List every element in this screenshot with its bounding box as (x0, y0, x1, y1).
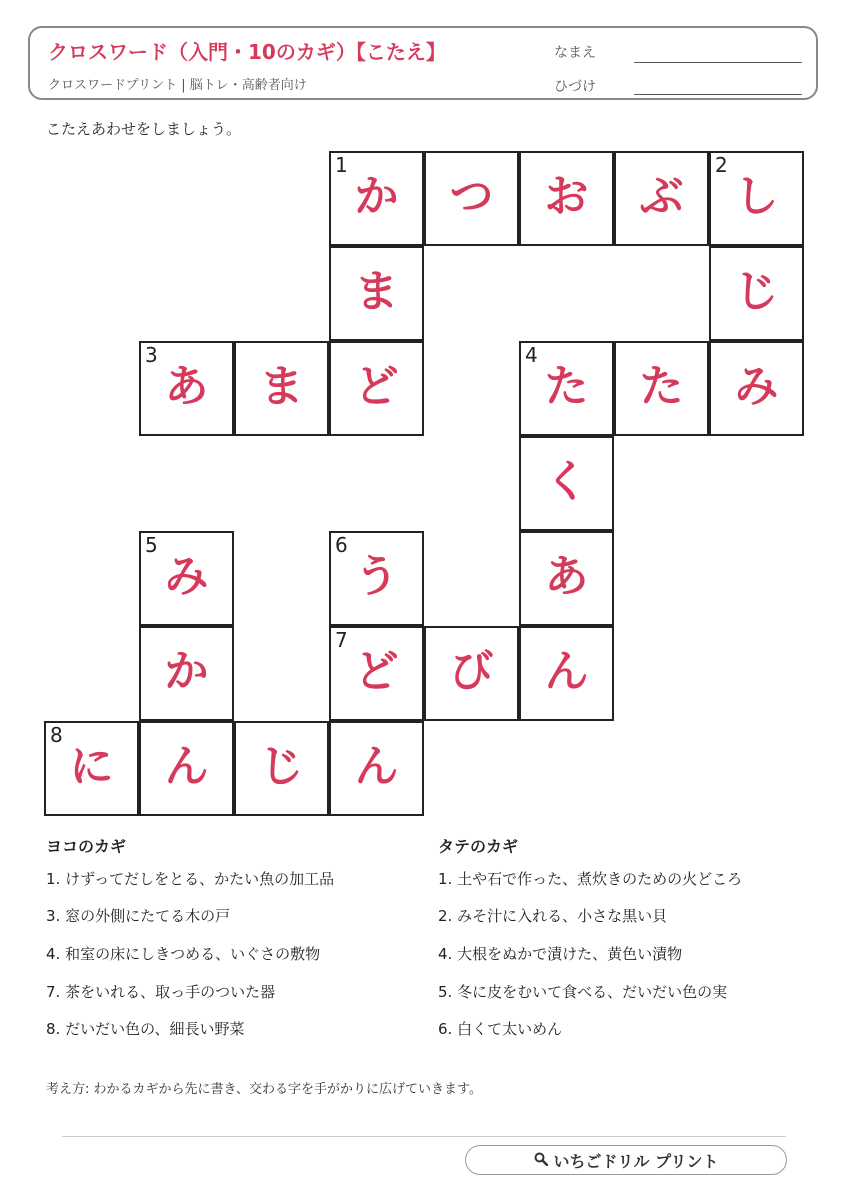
clue-number: 5 (145, 533, 158, 557)
brand-link[interactable] (465, 1145, 787, 1175)
down-clue: 1. 土や石で作った、煮炊きのための火どころ (438, 870, 743, 888)
grid-cell[interactable] (519, 531, 614, 626)
grid-cell[interactable] (329, 531, 424, 626)
answer-char: あ (544, 551, 589, 602)
answer-char: じ (734, 266, 779, 317)
across-clue: 8. だいだい色の、細長い野菜 (46, 1020, 245, 1038)
grid-cell[interactable] (519, 626, 614, 721)
answer-char: ま (259, 361, 304, 412)
answer-char: あ (164, 361, 209, 412)
page-subtitle: クロスワードプリント | 脳トレ・高齢者向け (48, 78, 307, 93)
grid-cell[interactable] (709, 151, 804, 246)
name-field[interactable] (634, 62, 802, 63)
answer-char: び (449, 646, 494, 697)
across-clue: 1. けずってだしをとる、かたい魚の加工品 (46, 870, 335, 888)
grid-cell[interactable] (139, 626, 234, 721)
name-label: なまえ (554, 45, 596, 61)
across-clue: 3. 窓の外側にたてる木の戸 (46, 907, 231, 925)
clue-number: 6 (335, 533, 348, 557)
down-clue: 2. みそ汁に入れる、小さな黒い貝 (438, 907, 668, 925)
grid-cell[interactable] (329, 151, 424, 246)
answer-char: み (164, 551, 209, 602)
down-clue: 6. 白くて太いめん (438, 1020, 563, 1038)
clue-number: 2 (715, 153, 728, 177)
date-field[interactable] (634, 94, 802, 95)
grid-cell[interactable] (139, 341, 234, 436)
grid-cell[interactable] (519, 436, 614, 531)
down-clue: 5. 冬に皮をむいて食べる、だいだい色の実 (438, 983, 728, 1001)
footer-divider (62, 1136, 786, 1137)
grid-cell[interactable] (329, 721, 424, 816)
clue-number: 3 (145, 343, 158, 367)
across-clues-title: ヨコのカギ (46, 837, 127, 856)
answer-char: た (639, 361, 684, 412)
grid-cell[interactable] (709, 246, 804, 341)
clue-number: 4 (525, 343, 538, 367)
grid-cell[interactable] (234, 721, 329, 816)
grid-cell[interactable] (234, 341, 329, 436)
grid-cell[interactable] (329, 341, 424, 436)
answer-char: み (734, 361, 779, 412)
grid-cell[interactable] (139, 721, 234, 816)
answer-char: つ (449, 171, 494, 222)
answer-char: う (354, 551, 399, 602)
clue-number: 8 (50, 723, 63, 747)
answer-char: ぶ (639, 171, 684, 222)
search-icon (534, 1151, 548, 1170)
answer-char: く (544, 456, 589, 507)
grid-cell[interactable] (139, 531, 234, 626)
answer-char: ま (354, 266, 399, 317)
answer-char: ん (354, 741, 399, 792)
grid-cell[interactable] (424, 626, 519, 721)
answer-char: じ (259, 741, 304, 792)
answer-char: ん (164, 741, 209, 792)
across-clue: 7. 茶をいれる、取っ手のついた器 (46, 983, 276, 1001)
answer-char: ん (544, 646, 589, 697)
grid-cell[interactable] (614, 341, 709, 436)
answer-char: か (164, 646, 209, 697)
clue-number: 7 (335, 628, 348, 652)
grid-cell[interactable] (424, 151, 519, 246)
down-clue: 4. 大根をぬかで漬けた、黄色い漬物 (438, 945, 683, 963)
grid-cell[interactable] (614, 151, 709, 246)
grid-cell[interactable] (519, 151, 614, 246)
across-clue: 4. 和室の床にしきつめる、いぐさの敷物 (46, 945, 321, 963)
grid-cell[interactable] (329, 626, 424, 721)
answer-char: た (544, 361, 589, 412)
intro-text: こたえあわせをしましょう。 (46, 120, 242, 138)
date-label: ひづけ (554, 79, 596, 95)
answer-char: ど (354, 361, 399, 412)
page-title: クロスワード（入門・10のカギ）【こたえ】 (48, 40, 446, 64)
grid-cell[interactable] (329, 246, 424, 341)
clue-number: 1 (335, 153, 348, 177)
answer-char: に (69, 741, 114, 792)
hint-text: 考え方: わかるカギから先に書き、交わる字を手がかりに広げていきます。 (46, 1082, 482, 1097)
answer-char: ど (354, 646, 399, 697)
header-box (28, 26, 818, 100)
down-clues-title: タテのカギ (438, 837, 519, 856)
answer-char: か (354, 171, 399, 222)
grid-cell[interactable] (44, 721, 139, 816)
answer-char: し (734, 171, 779, 222)
grid-cell[interactable] (519, 341, 614, 436)
brand-label: いちごドリル プリント (553, 1151, 719, 1171)
grid-cell[interactable] (709, 341, 804, 436)
answer-char: お (544, 171, 589, 222)
